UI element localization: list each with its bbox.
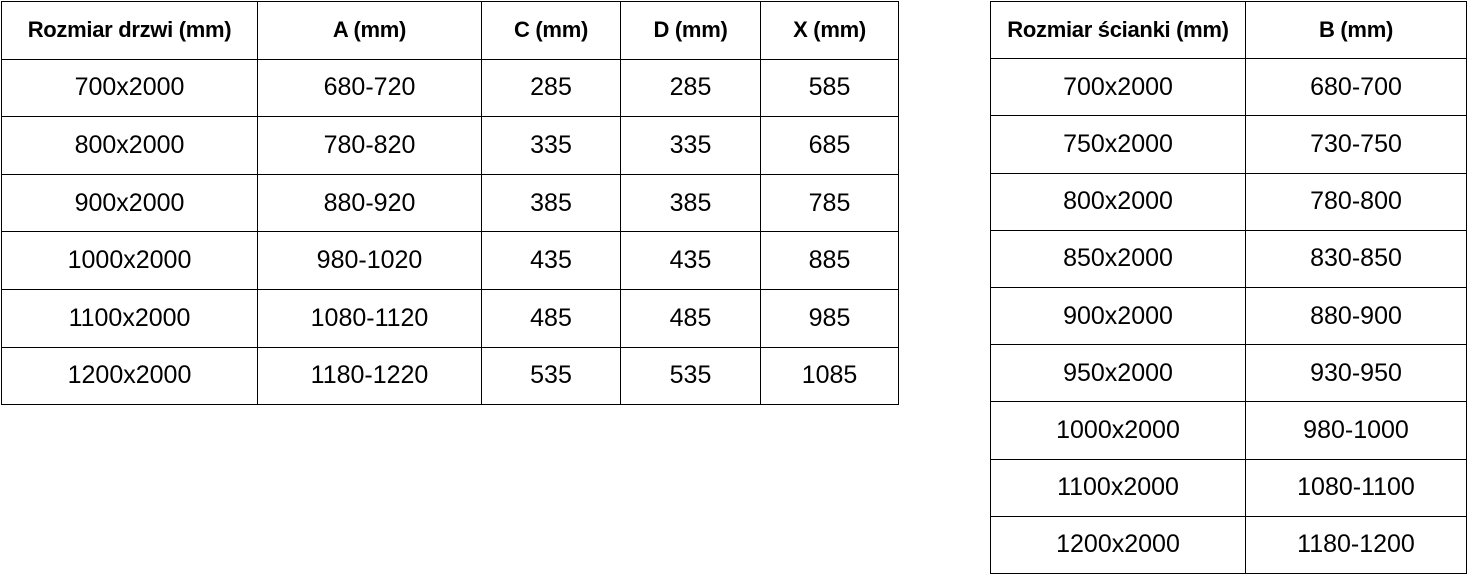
wall-table-header-row [991,2,1467,59]
wall-b-cell: 880-900 [1246,287,1467,344]
wall-b-cell: 1180-1200 [1246,516,1467,573]
door-table-row [2,117,899,175]
door-a-cell: 780-820 [258,117,482,175]
door-size-cell: 1200x2000 [2,347,258,405]
door-c-cell: 335 [482,117,621,175]
door-c-cell: 485 [482,289,621,347]
door-header-size: Rozmiar drzwi (mm) [2,2,258,60]
door-d-cell: 285 [621,59,761,117]
wall-b-cell: 930-950 [1246,345,1467,402]
wall-size-cell: 1100x2000 [991,459,1246,516]
door-size-table [1,1,899,405]
wall-table-row [991,287,1467,344]
wall-table-row [991,116,1467,173]
door-size-cell: 900x2000 [2,174,258,232]
door-c-cell: 435 [482,232,621,290]
door-size-cell: 800x2000 [2,117,258,175]
door-table-row [2,174,899,232]
wall-size-cell: 800x2000 [991,173,1246,230]
door-table-row [2,289,899,347]
wall-b-cell: 730-750 [1246,116,1467,173]
wall-table-row [991,345,1467,402]
door-table-row [2,59,899,117]
wall-header-b: B (mm) [1246,2,1467,59]
door-table-row [2,347,899,405]
door-size-cell: 1100x2000 [2,289,258,347]
door-d-cell: 535 [621,347,761,405]
door-x-cell: 685 [761,117,899,175]
wall-b-cell: 780-800 [1246,173,1467,230]
door-table-header-row [2,2,899,60]
wall-size-cell: 900x2000 [991,287,1246,344]
door-a-cell: 1080-1120 [258,289,482,347]
door-a-cell: 1180-1220 [258,347,482,405]
door-header-a: A (mm) [258,2,482,60]
wall-table-row [991,402,1467,459]
wall-size-cell: 950x2000 [991,345,1246,402]
door-c-cell: 285 [482,59,621,117]
door-size-cell: 1000x2000 [2,232,258,290]
door-d-cell: 485 [621,289,761,347]
door-x-cell: 785 [761,174,899,232]
door-d-cell: 335 [621,117,761,175]
door-header-c: C (mm) [482,2,621,60]
wall-b-cell: 680-700 [1246,59,1467,116]
door-x-cell: 885 [761,232,899,290]
wall-table-row [991,516,1467,573]
wall-table-row [991,59,1467,116]
door-d-cell: 435 [621,232,761,290]
wall-size-cell: 700x2000 [991,59,1246,116]
wall-size-cell: 750x2000 [991,116,1246,173]
door-header-x: X (mm) [761,2,899,60]
door-x-cell: 985 [761,289,899,347]
wall-size-table [990,1,1467,574]
door-a-cell: 680-720 [258,59,482,117]
wall-size-cell: 850x2000 [991,230,1246,287]
wall-size-cell: 1200x2000 [991,516,1246,573]
wall-header-size: Rozmiar ścianki (mm) [991,2,1246,59]
door-x-cell: 1085 [761,347,899,405]
door-a-cell: 880-920 [258,174,482,232]
door-d-cell: 385 [621,174,761,232]
door-a-cell: 980-1020 [258,232,482,290]
wall-table-row [991,173,1467,230]
door-table-row [2,232,899,290]
door-size-cell: 700x2000 [2,59,258,117]
wall-b-cell: 1080-1100 [1246,459,1467,516]
wall-size-cell: 1000x2000 [991,402,1246,459]
door-header-d: D (mm) [621,2,761,60]
wall-b-cell: 980-1000 [1246,402,1467,459]
door-c-cell: 385 [482,174,621,232]
door-c-cell: 535 [482,347,621,405]
wall-b-cell: 830-850 [1246,230,1467,287]
door-x-cell: 585 [761,59,899,117]
wall-table-row [991,459,1467,516]
wall-table-row [991,230,1467,287]
